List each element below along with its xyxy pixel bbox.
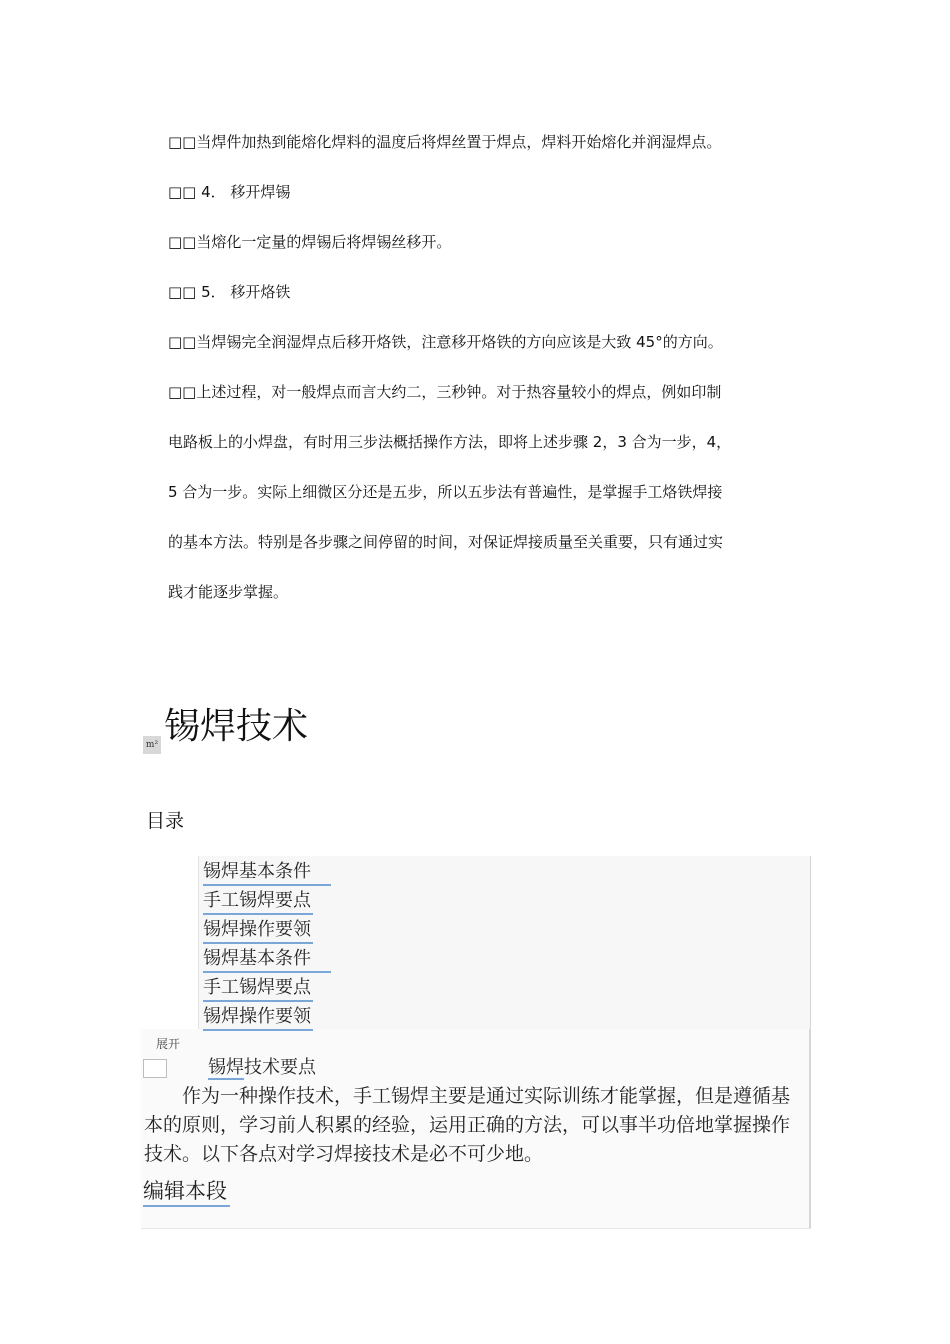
toc-gutter	[141, 856, 198, 1029]
edit-section-link[interactable]: 编辑本段	[143, 1177, 230, 1207]
image-placeholder-box	[143, 1059, 167, 1078]
article-title: 锡焊技术	[164, 706, 309, 747]
section-heading-text: 技术要点	[244, 1057, 316, 1078]
section-body: 作为一种操作技术，手工锡焊主要是通过实际训练才能掌握，但是遵循基本的原则，学习前人积累的经验，运用正确的方法，可以事半功倍地掌握操作技术。以下各点对学习焊接技术是必不可少地。	[144, 1085, 791, 1165]
toc-list	[198, 856, 810, 1029]
toc-panel	[141, 856, 811, 1229]
paragraph-summary-line-1: □□上述过程，对一般焊点而言大约二，三秒钟。对于热容量较小的焊点，例如印制	[168, 383, 722, 401]
paragraph-summary-line-2: 电路板上的小焊盘，有时用三步法概括操作方法，即将上述步骤 2，3 合为一步，4，	[168, 433, 732, 451]
section-heading-link[interactable]: 锡焊	[208, 1057, 244, 1078]
section-heading	[208, 1056, 316, 1080]
toc-link-manual-points-2[interactable]: 手工锡焊要点	[203, 976, 313, 1002]
toc-link-basic-conditions-2[interactable]: 锡焊基本条件	[203, 947, 331, 973]
toc-heading: 目录	[146, 810, 185, 832]
toc-link-basic-conditions[interactable]: 锡焊基本条件	[203, 860, 331, 886]
paragraph-step3-desc: □□当焊件加热到能熔化焊料的温度后将焊丝置于焊点，焊料开始熔化并润湿焊点。	[168, 133, 722, 151]
toc-link-manual-points[interactable]: 手工锡焊要点	[203, 889, 313, 915]
paragraph-step4-title: □□ 4． 移开焊锡	[168, 183, 291, 201]
paragraph-step5-desc: □□当焊锡完全润湿焊点后移开烙铁，注意移开烙铁的方向应该是大致 45°的方向。	[168, 333, 723, 351]
toc-link-operation-essentials[interactable]: 锡焊操作要领	[203, 918, 313, 944]
toc-link-operation-essentials-2[interactable]: 锡焊操作要领	[203, 1005, 313, 1031]
image-placeholder-icon: m²	[143, 736, 161, 754]
paragraph-step4-desc: □□当熔化一定量的焊锡后将焊锡丝移开。	[168, 233, 452, 251]
toc-expand-button[interactable]: 展开	[156, 1037, 181, 1051]
paragraph-summary-line-4: 的基本方法。特别是各步骤之间停留的时间，对保证焊接质量至关重要，只有通过实	[168, 533, 724, 551]
paragraph-summary-line-5: 践才能逐步掌握。	[168, 583, 289, 601]
paragraph-summary-line-3: 5 合为一步。实际上细微区分还是五步，所以五步法有普遍性，是掌握手工烙铁焊接	[168, 483, 723, 501]
paragraph-step5-title: □□ 5． 移开烙铁	[168, 283, 291, 301]
